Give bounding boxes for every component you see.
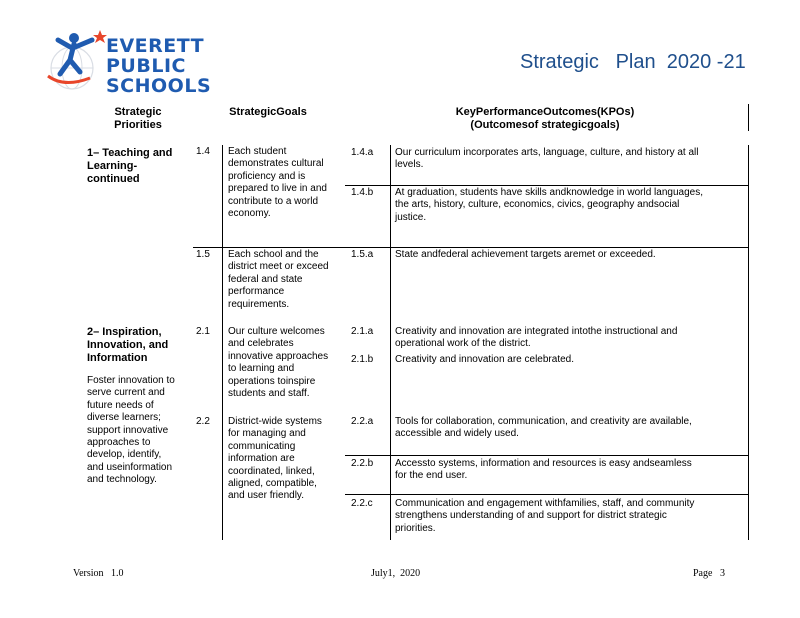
kpo-number: 2.2.c <box>351 498 373 509</box>
kpo-text: Tools for collaboration, communication, and creativity are available, accessible and widely used. <box>395 416 692 440</box>
goal-text: District-wide systems for managing and communicating information are coordinated, linked, aligned, compatible, and user friendly. <box>228 416 322 502</box>
header-border <box>748 104 749 131</box>
priority-2-title: 2– Inspiration, Innovation, and Information <box>87 326 169 364</box>
kpo-number: 1.4.a <box>351 147 374 158</box>
footer-date: July1, 2020 <box>371 568 421 579</box>
header-goals: StrategicGoals <box>229 106 307 118</box>
kpo-text: At graduation, students have skills andknowledge in world languages, the arts, history, culture, economics, civics, geography andsocial justice. <box>395 187 703 223</box>
row-divider <box>345 455 749 456</box>
page-title: Strategic Plan 2020 -21 <box>520 51 746 73</box>
header-kpo-line2: (Outcomesof strategicgoals) <box>470 119 620 131</box>
kpo-text: State andfederal achievement targets aremet or exceeded. <box>395 249 656 260</box>
footer-version: Version 1.0 <box>73 568 124 579</box>
row-divider <box>193 247 749 248</box>
goal-column-divider <box>222 145 223 540</box>
kpo-number: 2.2.b <box>351 458 374 469</box>
header-priorities: Strategic Priorities <box>114 106 162 131</box>
footer-page-number: Page 3 <box>693 568 725 579</box>
kpo-text: Creativity and innovation are integrated intothe instructional and operational work of the district. <box>395 326 678 350</box>
logo-text-public: PUBLIC <box>106 55 186 77</box>
kpo-text: Our curriculum incorporates arts, language, culture, and history at all levels. <box>395 147 699 171</box>
priority-1-title: 1– Teaching and Learning- continued <box>87 147 173 185</box>
kpo-column-divider <box>390 145 391 540</box>
goal-number: 1.4 <box>196 146 210 157</box>
goal-text: Each school and the district meet or exceed federal and state performance requirements. <box>228 249 329 310</box>
logo-text-schools: SCHOOLS <box>106 75 212 97</box>
kpo-text: Creativity and innovation are celebrated. <box>395 354 574 365</box>
kpo-number: 2.2.a <box>351 416 374 427</box>
goal-number: 2.1 <box>196 326 210 337</box>
row-divider <box>345 494 749 495</box>
header-kpo-line1: KeyPerformanceOutcomes(KPOs) <box>455 106 635 118</box>
goal-text: Our culture welcomes and celebrates innovative approaches to learning and operations toinspire students and staff. <box>228 326 329 400</box>
goal-number: 2.2 <box>196 416 210 427</box>
kpo-number: 1.4.b <box>351 187 374 198</box>
priority-2-description: Foster innovation to serve current and future needs of diverse learners; support innovative approaches to develop, identify, and useinformation and technology. <box>87 375 175 486</box>
kpo-text: Communication and engagement withfamilies, staff, and community strengthens understanding of and support for district strategic priorities. <box>395 498 695 534</box>
logo <box>44 26 212 97</box>
goal-text: Each student demonstrates cultural proficiency and is prepared to live in and contribute to a world economy. <box>228 146 327 220</box>
row-divider <box>345 185 749 186</box>
goal-number: 1.5 <box>196 249 210 260</box>
kpo-number: 1.5.a <box>351 249 374 260</box>
kpo-text: Accessto systems, information and resources is easy andseamless for the end user. <box>395 458 692 482</box>
kpo-number: 2.1.b <box>351 354 374 365</box>
kpo-number: 2.1.a <box>351 326 374 337</box>
right-border <box>748 145 749 540</box>
logo-text-everett: EVERETT <box>106 35 205 57</box>
